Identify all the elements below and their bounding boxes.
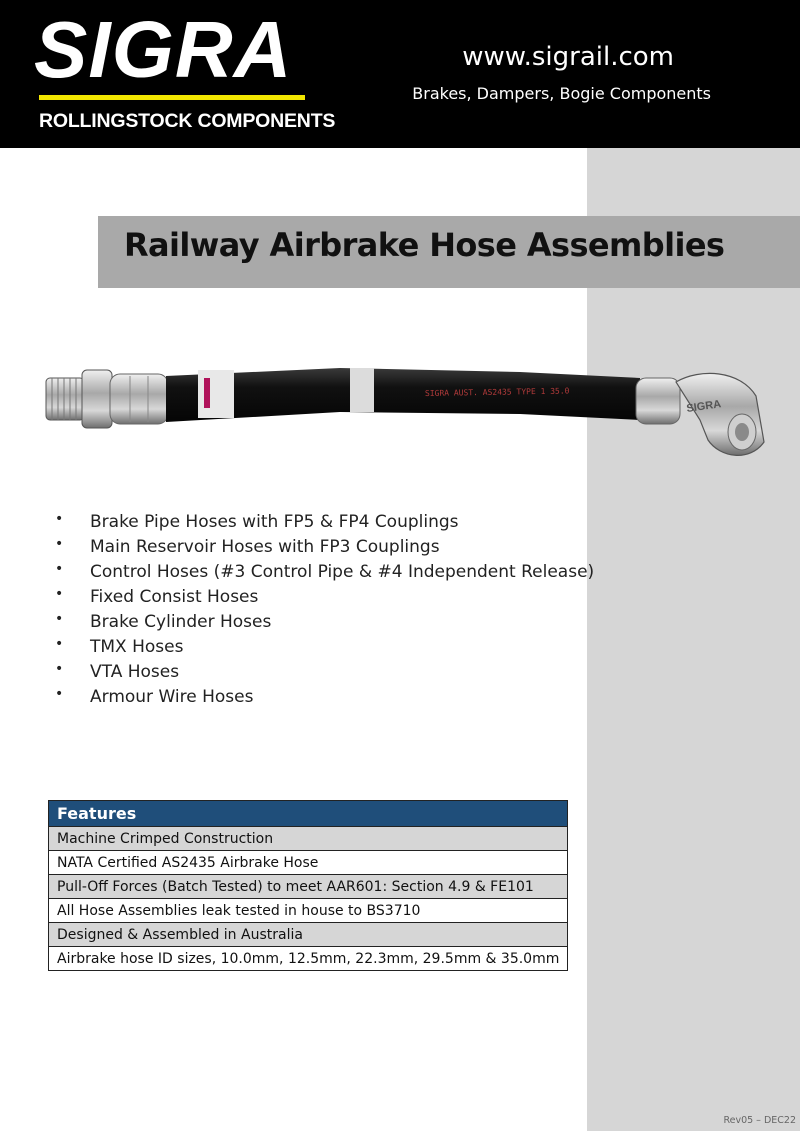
website-link[interactable]: www.sigrail.com [462,42,674,72]
hose-assembly-image [40,340,770,480]
header-subtitle: Brakes, Dampers, Bogie Components [412,84,711,103]
table-row: All Hose Assemblies leak tested in house to BS3710 [49,899,568,923]
table-row: Pull-Off Forces (Batch Tested) to meet AAR601: Section 4.9 & FE101 [49,875,568,899]
features-header: Features [49,801,568,827]
coupling-mark: SIGRA [685,398,722,415]
table-row: NATA Certified AS2435 Airbrake Hose [49,851,568,875]
logo-rule [39,95,305,100]
table-row: Machine Crimped Construction [49,827,568,851]
brand-tagline: ROLLINGSTOCK COMPONENTS [39,110,336,132]
side-panel [587,148,800,1131]
revision-label: Rev05 – DEC22 [723,1115,796,1126]
table-row: Airbrake hose ID sizes, 10.0mm, 12.5mm, 22.3mm, 29.5mm & 35.0mm [49,947,568,971]
page-title: Railway Airbrake Hose Assemblies [124,226,725,264]
table-row: Designed & Assembled in Australia [49,923,568,947]
hose-print-text: SIGRA AUST. AS2435 TYPE 1 35.0 [424,386,570,398]
header-bar [0,0,800,148]
brand-logo: SIGRA [34,5,293,94]
features-table [48,800,568,971]
